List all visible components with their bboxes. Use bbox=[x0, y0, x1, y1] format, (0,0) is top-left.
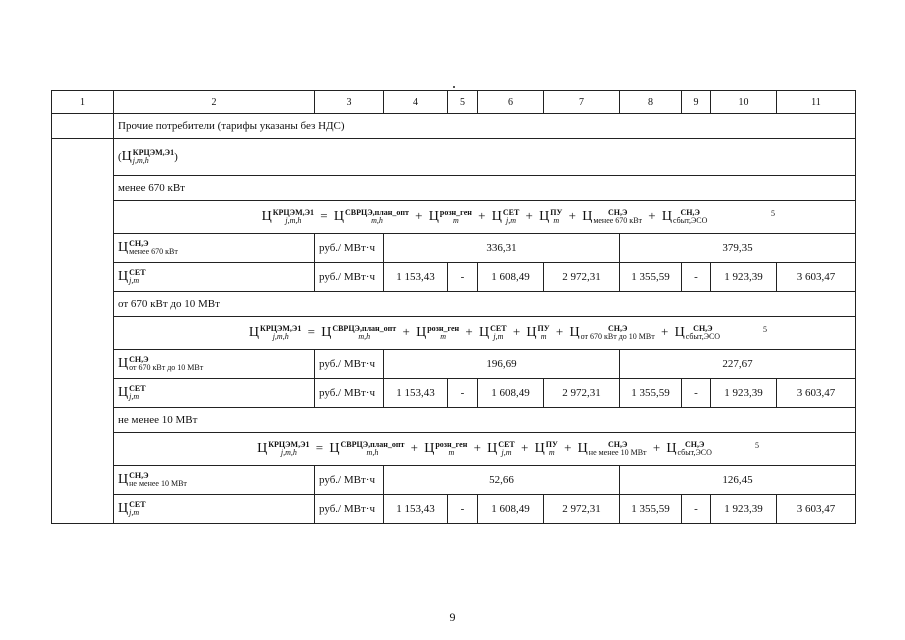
sn-value-right: 227,67 bbox=[620, 350, 856, 379]
value-cell: - bbox=[682, 379, 711, 408]
value-cell: - bbox=[448, 379, 478, 408]
col-num-6: 6 bbox=[478, 91, 544, 114]
formula-row bbox=[52, 317, 856, 350]
sn-label: Ц СН,Э менее 670 кВт bbox=[114, 234, 315, 263]
value-cell: 1 153,43 bbox=[384, 495, 448, 524]
footnote-marker: 5 bbox=[771, 209, 775, 218]
set-label: Ц СЕТ j,m bbox=[114, 495, 315, 524]
unit-label: руб./ МВт·ч bbox=[315, 466, 384, 495]
row-index-cell bbox=[52, 114, 114, 139]
section-title: Прочие потребители (тарифы указаны без НДС) bbox=[114, 114, 856, 139]
set-label: Ц СЕТ j,m bbox=[114, 379, 315, 408]
sn-value-left: 196,69 bbox=[384, 350, 620, 379]
unit-label: руб./ МВт·ч bbox=[315, 379, 384, 408]
value-cell: 3 603,47 bbox=[777, 379, 856, 408]
set-tariff-row bbox=[52, 495, 856, 524]
value-cell: 1 355,59 bbox=[620, 495, 682, 524]
value-cell: - bbox=[682, 495, 711, 524]
value-cell: 3 603,47 bbox=[777, 263, 856, 292]
index-label: (Ц КРЦЭМ,Э1 j,m,h ) bbox=[114, 139, 856, 176]
value-cell: - bbox=[682, 263, 711, 292]
unit-label: руб./ МВт·ч bbox=[315, 495, 384, 524]
tariff-table bbox=[51, 90, 856, 524]
group-title: от 670 кВт до 10 МВт bbox=[114, 292, 856, 317]
col-num-8: 8 bbox=[620, 91, 682, 114]
sn-tariff-row bbox=[52, 466, 856, 495]
value-cell: - bbox=[448, 263, 478, 292]
value-cell: - bbox=[448, 495, 478, 524]
value-cell: 1 355,59 bbox=[620, 379, 682, 408]
sn-tariff-row bbox=[52, 234, 856, 263]
set-label: Ц СЕТ j,m bbox=[114, 263, 315, 292]
footnote-marker: 5 bbox=[763, 325, 767, 334]
sn-tariff-row bbox=[52, 350, 856, 379]
value-cell: 2 972,31 bbox=[544, 495, 620, 524]
group-title: менее 670 кВт bbox=[114, 176, 856, 201]
col-num-3: 3 bbox=[315, 91, 384, 114]
sn-value-left: 52,66 bbox=[384, 466, 620, 495]
value-cell: 1 608,49 bbox=[478, 379, 544, 408]
page-number: 9 bbox=[449, 610, 456, 624]
unit-label: руб./ МВт·ч bbox=[315, 263, 384, 292]
group-title-row bbox=[52, 176, 856, 201]
value-cell: 1 153,43 bbox=[384, 379, 448, 408]
col-num-2: 2 bbox=[114, 91, 315, 114]
value-cell: 1 923,39 bbox=[711, 495, 777, 524]
scan-speck bbox=[453, 86, 455, 88]
unit-label: руб./ МВт·ч bbox=[315, 234, 384, 263]
price-formula: Ц КРЦЭМ,Э1 j,m,h = Ц СВРЦЭ,план_опт m,h + Ц розн_ген m + Ц СЕТ j,m + Ц ПУ m + Ц СН,Э от 670 кВт до 10 МВт + Ц СН,Э сбыт,ЭСО 5 bbox=[114, 317, 856, 350]
group-title: не менее 10 МВт bbox=[114, 408, 856, 433]
group-title-row bbox=[52, 292, 856, 317]
col-num-1: 1 bbox=[52, 91, 114, 114]
value-cell: 1 923,39 bbox=[711, 379, 777, 408]
sn-value-right: 126,45 bbox=[620, 466, 856, 495]
set-tariff-row bbox=[52, 263, 856, 292]
footnote-marker: 5 bbox=[755, 441, 759, 450]
value-cell: 2 972,31 bbox=[544, 379, 620, 408]
value-cell: 3 603,47 bbox=[777, 495, 856, 524]
col-num-11: 11 bbox=[777, 91, 856, 114]
price-formula: Ц КРЦЭМ,Э1 j,m,h = Ц СВРЦЭ,план_опт m,h + Ц розн_ген m + Ц СЕТ j,m + Ц ПУ m + Ц СН,Э не менее 10 МВт + Ц СН,Э сбыт,ЭСО 5 bbox=[114, 433, 856, 466]
value-cell: 1 355,59 bbox=[620, 263, 682, 292]
col-num-9: 9 bbox=[682, 91, 711, 114]
value-cell: 1 153,43 bbox=[384, 263, 448, 292]
sn-value-right: 379,35 bbox=[620, 234, 856, 263]
value-cell: 1 608,49 bbox=[478, 495, 544, 524]
col-num-5: 5 bbox=[448, 91, 478, 114]
group-title-row bbox=[52, 408, 856, 433]
sn-label: Ц СН,Э от 670 кВт до 10 МВт bbox=[114, 350, 315, 379]
value-cell: 1 923,39 bbox=[711, 263, 777, 292]
section-title-row bbox=[52, 114, 856, 139]
index-label-row bbox=[52, 139, 856, 176]
price-formula: Ц КРЦЭМ,Э1 j,m,h = Ц СВРЦЭ,план_опт m,h + Ц розн_ген m + Ц СЕТ j,m + Ц ПУ m + Ц СН,Э менее 670 кВт + Ц СН,Э сбыт,ЭСО 5 bbox=[114, 201, 856, 234]
column-number-row bbox=[52, 91, 856, 114]
set-tariff-row bbox=[52, 379, 856, 408]
formula-row bbox=[52, 433, 856, 466]
col-num-7: 7 bbox=[544, 91, 620, 114]
value-cell: 1 608,49 bbox=[478, 263, 544, 292]
unit-label: руб./ МВт·ч bbox=[315, 350, 384, 379]
formula-row bbox=[52, 201, 856, 234]
col-num-4: 4 bbox=[384, 91, 448, 114]
sn-label: Ц СН,Э не менее 10 МВт bbox=[114, 466, 315, 495]
sn-value-left: 336,31 bbox=[384, 234, 620, 263]
col-num-10: 10 bbox=[711, 91, 777, 114]
value-cell: 2 972,31 bbox=[544, 263, 620, 292]
first-column-blank bbox=[52, 139, 114, 524]
